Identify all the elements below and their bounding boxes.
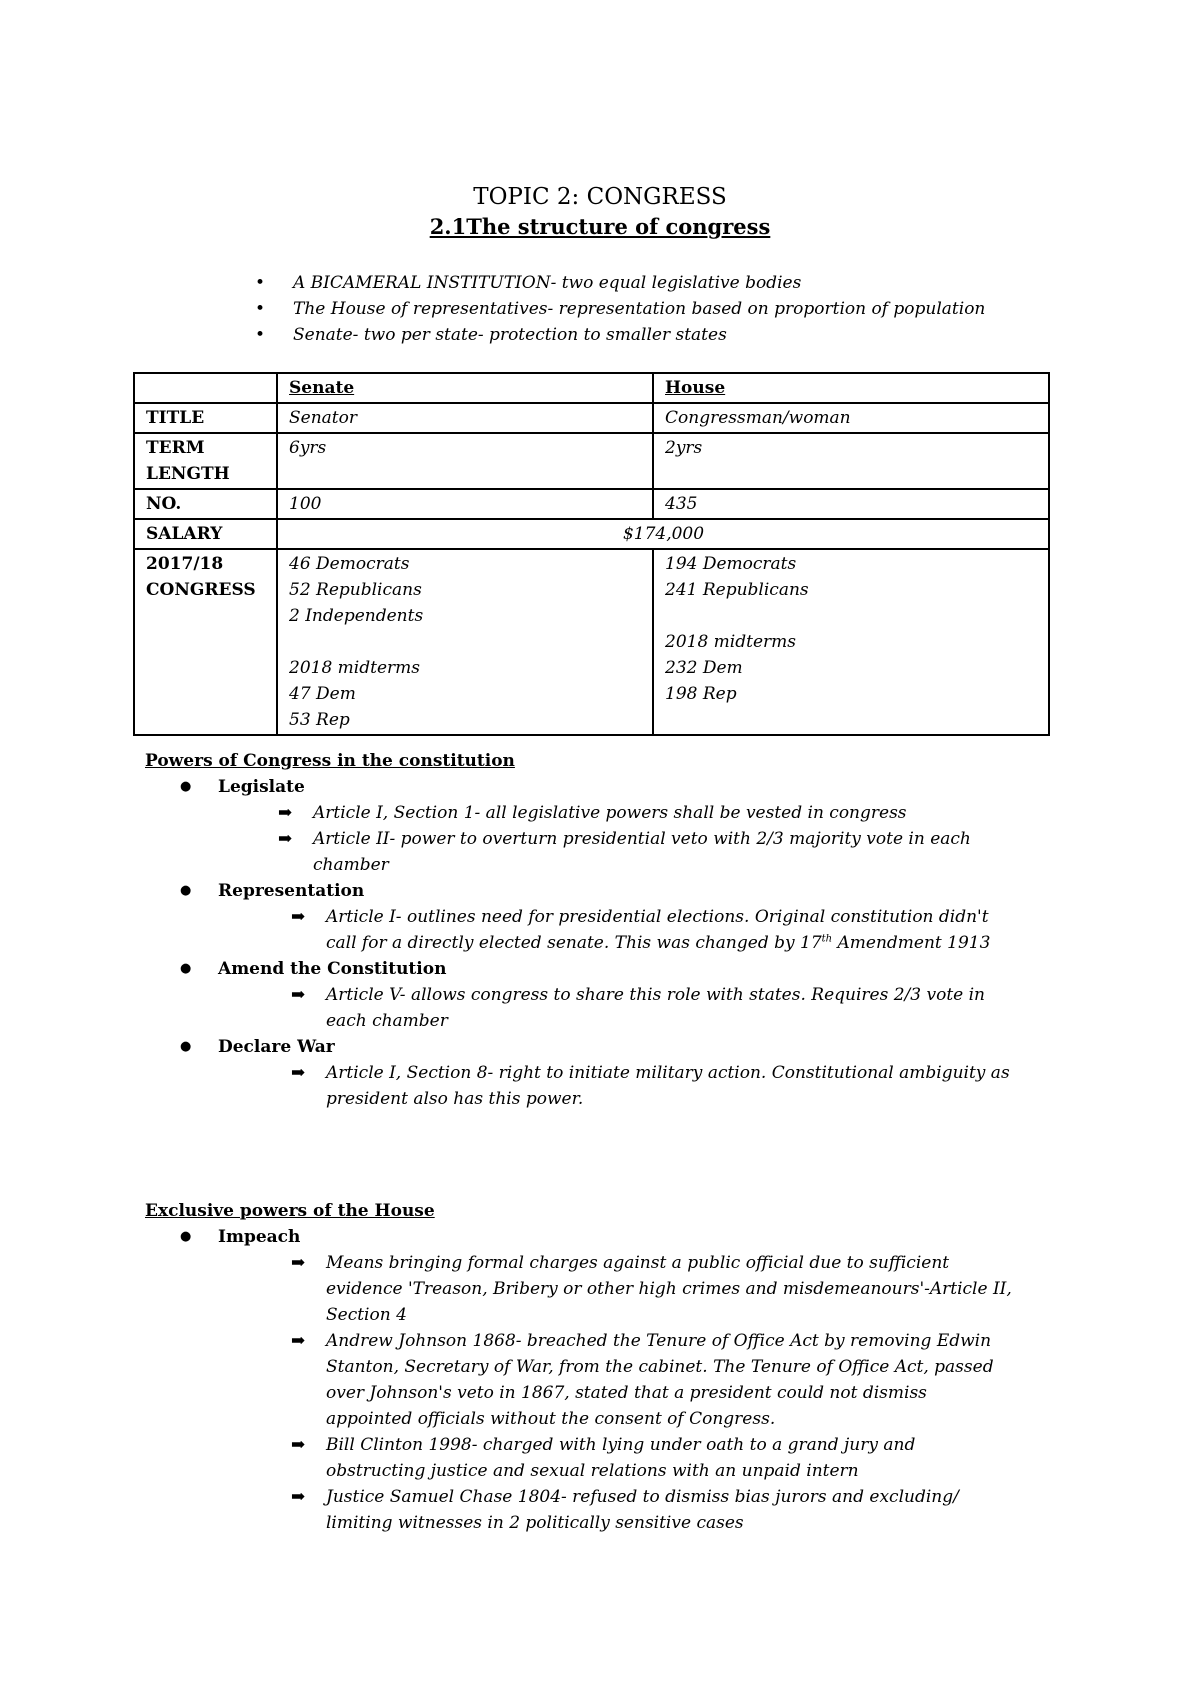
column-header-house: House (653, 373, 1049, 403)
bullet-icon: ● (180, 779, 192, 794)
arrow-right-icon: ➡ (291, 1063, 306, 1083)
bullet-icon: ● (180, 961, 192, 976)
power-item: ● Impeach (145, 1224, 1075, 1250)
list-item: • Senate- two per state- protection to smaller states (255, 322, 985, 348)
power-item: ● Declare War (145, 1034, 1075, 1060)
row-label-number: NO. (134, 489, 277, 519)
cell-house-composition: 194 Democrats 241 Republicans 2018 midterms 232 Dem 198 Rep (653, 549, 1049, 735)
arrow-right-icon: ➡ (291, 1331, 306, 1351)
bullet-icon: • (255, 299, 266, 319)
congress-structure-table (133, 372, 1050, 736)
bullet-icon: • (255, 273, 266, 293)
intro-bullet-list (255, 270, 985, 348)
table-row (134, 433, 1049, 489)
bullet-icon: ● (180, 1039, 192, 1054)
cell-senate-number: 100 (277, 489, 653, 519)
powers-heading: Powers of Congress in the constitution (145, 751, 515, 771)
list-item: ➡ Article I, Section 8- right to initiate military action. Constitutional ambiguity as president also has this power. (145, 1060, 1075, 1112)
cell-senate-composition: 46 Democrats 52 Republicans 2 Independents 2018 midterms 47 Dem 53 Rep (277, 549, 653, 735)
table-row (134, 489, 1049, 519)
power-item: ● Amend the Constitution (145, 956, 1075, 982)
section-subtitle: 2.1The structure of congress (429, 214, 771, 239)
arrow-right-icon: ➡ (291, 985, 306, 1005)
list-item: ➡ Article II- power to overturn presidential veto with 2/3 majority vote in each chamber (145, 826, 1075, 878)
arrow-right-icon: ➡ (291, 1487, 306, 1507)
house-powers-heading: Exclusive powers of the House (145, 1201, 435, 1221)
list-item: • The House of representatives- representation based on proportion of population (255, 296, 985, 322)
bullet-icon: • (255, 325, 266, 345)
row-label-title: TITLE (134, 403, 277, 433)
list-item: ➡ Article I, Section 1- all legislative powers shall be vested in congress (145, 800, 1075, 826)
cell-house-number: 435 (653, 489, 1049, 519)
list-item: • A BICAMERAL INSTITUTION- two equal legislative bodies (255, 270, 985, 296)
arrow-right-icon: ➡ (278, 829, 293, 849)
table-corner-cell (134, 373, 277, 403)
bullet-icon: ● (180, 883, 192, 898)
column-header-senate: Senate (277, 373, 653, 403)
house-powers-section (145, 1198, 1075, 1536)
arrow-right-icon: ➡ (291, 1435, 306, 1455)
arrow-right-icon: ➡ (291, 907, 306, 927)
power-item: ● Legislate (145, 774, 1075, 800)
list-item: ➡ Bill Clinton 1998- charged with lying under oath to a grand jury and obstructing justice and sexual relations with an unpaid intern (145, 1432, 1075, 1484)
list-item: ➡ Article I- outlines need for presidential elections. Original constitution didn't call for a directly elected senate. This was changed by 17th Amendment 1913 (145, 904, 1075, 956)
table-row (134, 549, 1049, 735)
page-title: TOPIC 2: CONGRESS (473, 184, 727, 210)
list-item: ➡ Justice Samuel Chase 1804- refused to dismiss bias jurors and excluding/ limiting witnesses in 2 politically sensitive cases (145, 1484, 1075, 1536)
cell-house-term: 2yrs (653, 433, 1049, 489)
cell-senate-term: 6yrs (277, 433, 653, 489)
cell-salary: $174,000 (277, 519, 1049, 549)
list-item: ➡ Andrew Johnson 1868- breached the Tenure of Office Act by removing Edwin Stanton, Secretary of War, from the cabinet. The Tenure of Office Act, passed over Johnson's veto in 1867, stated that a president could not dismiss appointed officials without the consent of Congress. (145, 1328, 1075, 1432)
cell-house-title: Congressman/woman (653, 403, 1049, 433)
row-label-congress: 2017/18 CONGRESS (134, 549, 277, 735)
table-row (134, 519, 1049, 549)
row-label-salary: SALARY (134, 519, 277, 549)
power-item: ● Representation (145, 878, 1075, 904)
table-row (134, 373, 1049, 403)
row-label-term: TERM LENGTH (134, 433, 277, 489)
list-item: ➡ Article V- allows congress to share this role with states. Requires 2/3 vote in each chamber (145, 982, 1075, 1034)
arrow-right-icon: ➡ (278, 803, 293, 823)
table-row (134, 403, 1049, 433)
powers-section (145, 748, 1075, 1112)
bullet-icon: ● (180, 1229, 192, 1244)
list-item: ➡ Means bringing formal charges against a public official due to sufficient evidence 'Treason, Bribery or other high crimes and misdemeanours'-Article II, Section 4 (145, 1250, 1075, 1328)
cell-senate-title: Senator (277, 403, 653, 433)
arrow-right-icon: ➡ (291, 1253, 306, 1273)
